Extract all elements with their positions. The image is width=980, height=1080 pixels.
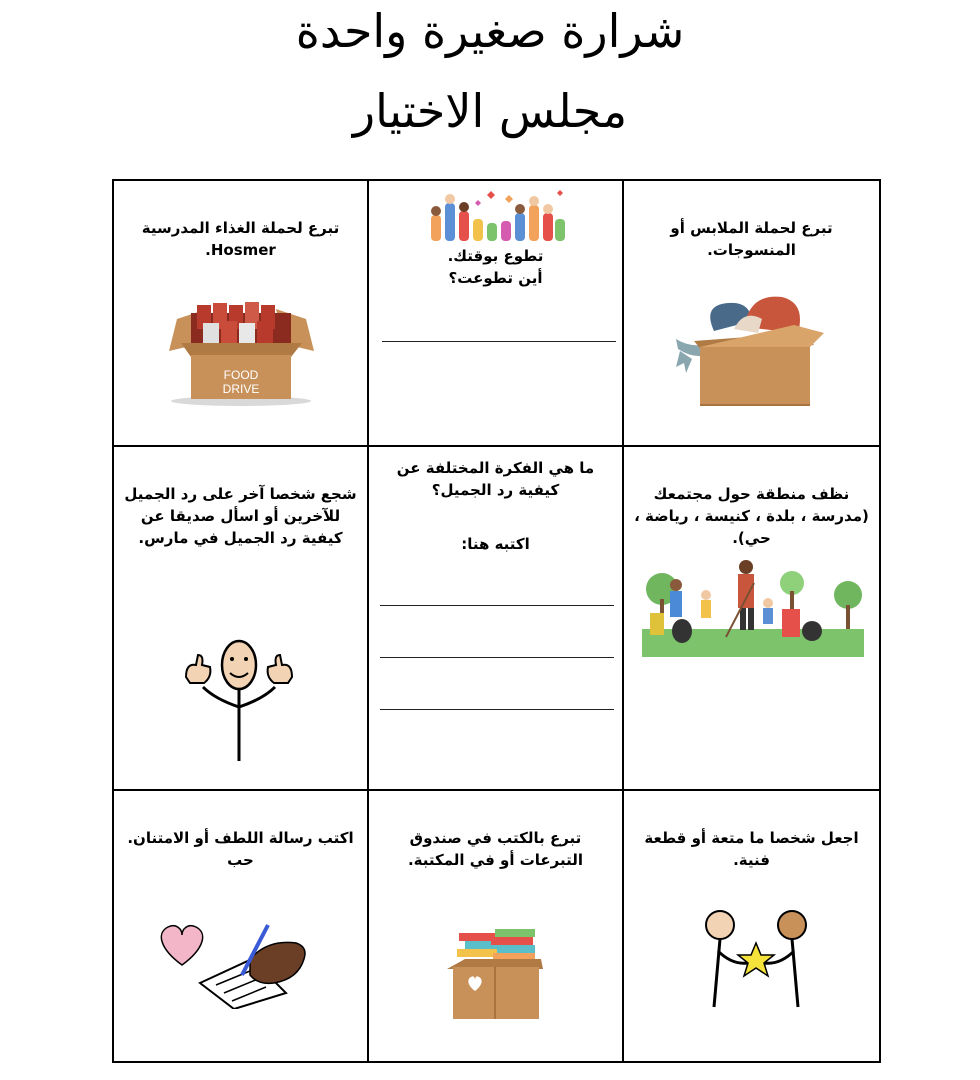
idea-question: ما هي الفكرة المختلفة عن كيفية رد الجميل؟ [396, 459, 595, 499]
cell-book-donation [368, 790, 623, 1062]
page-subtitle: مجلس الاختيار [352, 84, 628, 138]
volunteer-text-1: تطوع بوقتك. [447, 247, 544, 265]
cleanup-text: نظف منطقة حول مجتمعك (مدرسة ، بلدة ، كنيسة ، رياضة ، حي). [634, 485, 869, 547]
food-label-2: DRIVE [222, 382, 260, 396]
answer-line [382, 341, 616, 342]
volunteer-text-2: أين تطوعت؟ [448, 269, 543, 287]
cell-volunteer [368, 180, 623, 446]
books-box-icon [445, 921, 545, 1021]
volunteer-hands-icon [427, 189, 567, 243]
cell-encourage [113, 446, 368, 790]
idea-line-2 [380, 657, 614, 658]
treat-text: اجعل شخصا ما متعة أو قطعة فنية. [644, 829, 859, 869]
clothing-drive-text: تبرع لحملة الملابس أو المنسوجات. [670, 219, 833, 259]
give-gift-icon [694, 905, 814, 1009]
cell-treat-art [623, 790, 880, 1062]
cell-clothing-drive [623, 180, 880, 446]
cell-cleanup [623, 446, 880, 790]
page-title: شرارة صغيرة واحدة [295, 4, 685, 58]
choice-board-grid [112, 179, 881, 1063]
cell-idea [368, 446, 623, 790]
idea-line-1 [380, 605, 614, 606]
food-drive-box-icon [169, 299, 314, 409]
heart-letter-icon [154, 919, 314, 1009]
thumbs-up-person-icon [174, 635, 304, 765]
food-drive-text: تبرع لحملة الغذاء المدرسية Hosmer. [141, 219, 340, 259]
kindness-text: اكتب رسالة اللطف أو الامتنان. حب [127, 829, 354, 869]
encourage-text: شجع شخصا آخر على رد الجميل للآخرين أو اسأل صديقا عن كيفية رد الجميل في مارس. [124, 485, 357, 547]
books-text: تبرع بالكتب في صندوق التبرعات أو في المكتبة. [407, 829, 584, 869]
clothing-box-icon [674, 291, 824, 409]
cell-food-drive [113, 180, 368, 446]
food-label-1: FOOD [223, 368, 259, 382]
idea-line-3 [380, 709, 614, 710]
community-cleanup-icon [642, 559, 864, 657]
idea-prompt: اكتبه هنا: [461, 535, 530, 553]
cell-kindness-letter [113, 790, 368, 1062]
